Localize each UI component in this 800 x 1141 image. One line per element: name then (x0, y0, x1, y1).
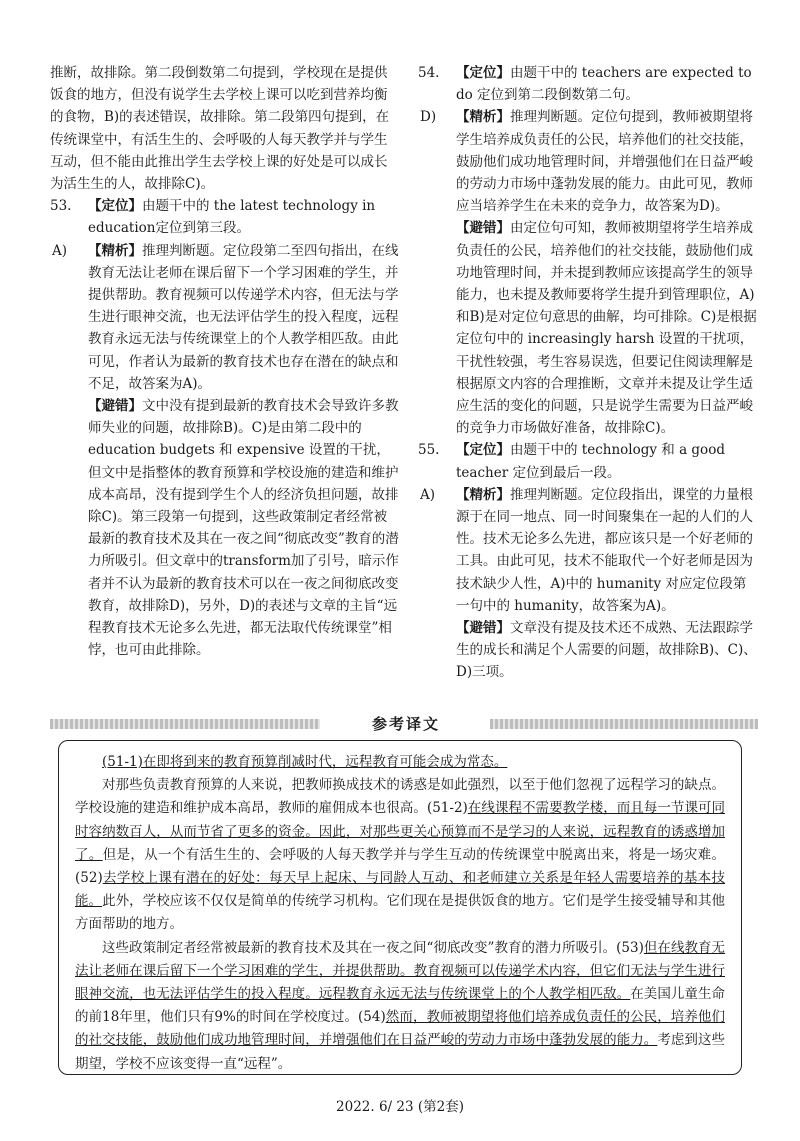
left-column (50, 62, 400, 661)
a54-analysis-tag: 【精析】 (456, 109, 510, 126)
translation-box (58, 740, 742, 1075)
a55-distractor-text: 文章没有提及技术还不成熟、无法跟踪学生的成长和满足个人需要的问题，故排除B)、C)、D)三项。 (456, 620, 757, 681)
a54-distractor-text: 由定位句可知，教师被期望将学生培养成负责任的公民，培养他们的社交技能，鼓励他们成功地管理时间，并未提到教师应该提高学生的领导能力，也未提及教师要将学生提升到管理职位，A)和B)是对定位句意思的曲解，均可排除。C)是根据定位句中的 increasingly harsh 设置的干扰项，干扰性较强，考生容易误选，但要记住阅读理解是根据原文内容的合理推断，文章并未提及让学生适应生活的变化的问题，只是说学生需要为日益严峻的竞争力市场做好准备，故排除C)。 (456, 220, 757, 437)
translation-p3-e: 考虑到这些期望，学校不应该变得一直“远程”。 (75, 1032, 725, 1072)
a54-analysis-text: 推理判断题。定位句提到，教师被期望将学生培养成负责任的公民，培养他们的社交技能，鼓励他们成功地管理时间，并增强他们在日益严峻的劳动力市场中蓬勃发展的能力。由此可见，教师应当培养学生在未来的竞争力，故答案为D)。 (456, 109, 753, 215)
a54-distractor (418, 217, 758, 439)
q54-tag: 【定位】 (456, 65, 510, 81)
translation-para-1 (75, 751, 725, 774)
q54-locate (418, 62, 758, 106)
q55-number: 55. (418, 442, 440, 459)
translation-p2-d: 但是，从一个有活生生的、会呼吸的人每天教学并与学生互动的传统课堂中脱离出来，将是一场灾难。(52) (75, 846, 726, 887)
a55-distractor (418, 617, 758, 684)
q55-tag: 【定位】 (456, 442, 510, 459)
q53-number: 53. (50, 198, 72, 215)
a54-distractor-tag: 【避错】 (456, 220, 510, 237)
translation-para-2 (75, 774, 725, 936)
translation-p2-f: 此外，学校应该不仅仅是简单的传统学习机构。它们现在是提供饭食的地方。它们是学生接受辅导和其他方面帮助的地方。 (75, 893, 726, 933)
q54-text: 由题干中的 teachers are expected to do 定位到第二段倒数第二句。 (456, 65, 752, 104)
translation-p1: (51-1)在即将到来的教育预算削减时代，远程教育可能会成为常态。 (102, 754, 508, 770)
page-footer: 2022. 6/ 23 (第2套) (336, 1099, 464, 1115)
translation-p2-b: (51-2) (426, 800, 468, 817)
a53-analysis (50, 240, 400, 395)
q53-locate (50, 195, 400, 239)
translation-p3-c: 在美国儿童生命的前18年里，他们只有9%的时间在学校度过。(54) (75, 986, 726, 1026)
a55-answer-label: A) (420, 486, 436, 503)
a53-analysis-tag: 【精析】 (88, 242, 142, 259)
a55-distractor-tag: 【避错】 (456, 620, 510, 637)
q53-tag: 【定位】 (88, 198, 142, 215)
a53-distractor (50, 395, 400, 661)
a53-distractor-text: 文中没有提到最新的教育技术会导致许多教师失业的问题，故排除B)。C)是由第二段中的 education budgets 和 expensive 设置的干扰，但文中是指整体的教育预算和学校设施的建造和维护成本高昂，没有提到学生个人的经济负担问题，故排除C)。第三段第一句提到，这些政策制定者经常被最新的教育技术及其在一夜之间“彻底改变”教育的潜力所吸引。但文章中的transform加了引号，暗示作者并不认为最新的教育技术可以在一夜之间彻底改变教育，故排除D)，另外，D)的表述与文章的主旨“远程教育技术无论多么先进，都无法取代传统课堂”相悖，也可由此排除。 (88, 398, 399, 659)
a55-analysis-text: 推理判断题。定位段指出，课堂的力量根源于在同一地点、同一时间聚集在一起的人们的人性。技术无论多么先进，都应该只是一个好老师的工具。由此可见，技术不能取代一个好老师是因为技术缺少人性，A)中的 humanity 对应定位段第一句中的 humanity，故答案为A)。 (456, 486, 753, 614)
translation-p2-c: 在线课程不需要教学楼，而且每一节课可同时容纳数百人，从而节省了更多的资金。因此，对那些更关心预算而不是学习的人来说，远程教育的诱惑增加了。 (75, 800, 726, 863)
intro-paragraph: 推断，故排除。第二段倒数第二句提到，学校现在是提供饭食的地方，但没有说学生去学校上课可以吃到营养均衡的食物，B)的表述错误，故排除。第二段第四句提到，在传统课堂中，有活生生的、会呼吸的人每天教学并与学生互动，但不能由此推出学生去学校上课的好处是可以成长为活生生的人，故排除C)。 (50, 65, 390, 193)
a55-analysis-tag: 【精析】 (456, 486, 510, 503)
divider-bar-right (490, 719, 758, 729)
translation-p2-e: 去学校上课有潜在的好处：每天早上起床、与同龄人互动、和老师建立关系是年轻人需要培养的基本技能。 (75, 870, 725, 910)
divider-bar-left (50, 719, 320, 729)
q55-text: 由题干中的 technology 和 a good teacher 定位到最后一段。 (456, 442, 725, 481)
a53-answer-label: A) (52, 242, 68, 259)
translation-p3-d: 然而，教师被期望将他们培养成负责任的公民，培养他们的社交技能，鼓励他们成功地管理时间，并增强他们在日益严峻的劳动力市场中蓬勃发展的能力。 (75, 1009, 726, 1049)
a53-analysis-text: 推理判断题。定位段第二至四句指出，在线教育无法让老师在课后留下一个学习困难的学生，并提供帮助。教育视频可以传递学术内容，但无法与学生进行眼神交流，也无法评估学生的投入程度，远程教育永远无法与传统课堂上的个人教学相匹敌。由此可见，作者认为最新的教育技术也存在潜在的缺点和不足，故答案为A)。 (88, 242, 399, 392)
translation-p2-a: 对那些负责教育预算的人来说，把教师换成技术的诱惑是如此强烈，以至于他们忽视了远程学习的缺点。学校设施的建造和维护成本高昂，教师的雇佣成本也很高。 (75, 777, 725, 817)
a54-answer-label: D) (420, 109, 437, 126)
a53-distractor-tag: 【避错】 (88, 398, 142, 415)
right-column (418, 62, 758, 684)
translation-heading: 参考译文 (371, 715, 440, 733)
translation-divider (50, 713, 758, 735)
q54-number: 54. (418, 65, 440, 81)
a54-analysis (418, 106, 758, 217)
q53-text: 由题干中的 the latest technology in education定位到第三段。 (88, 198, 376, 237)
translation-para-3 (75, 937, 725, 1076)
translation-p3-b: 但在线教育无法让老师在课后留下一个学习困难的学生，并提供帮助。教育视频可以传递学术内容，但它们无法与学生进行眼神交流，也无法评估学生的投入程度。远程教育永远无法与传统课堂上的个人教学相匹敌。 (75, 939, 726, 1003)
a55-analysis (418, 484, 758, 617)
q55-locate (418, 439, 758, 483)
translation-p3-a: 这些政策制定者经常被最新的教育技术及其在一夜之间“彻底改变”教育的潜力所吸引。(53) (102, 939, 644, 956)
